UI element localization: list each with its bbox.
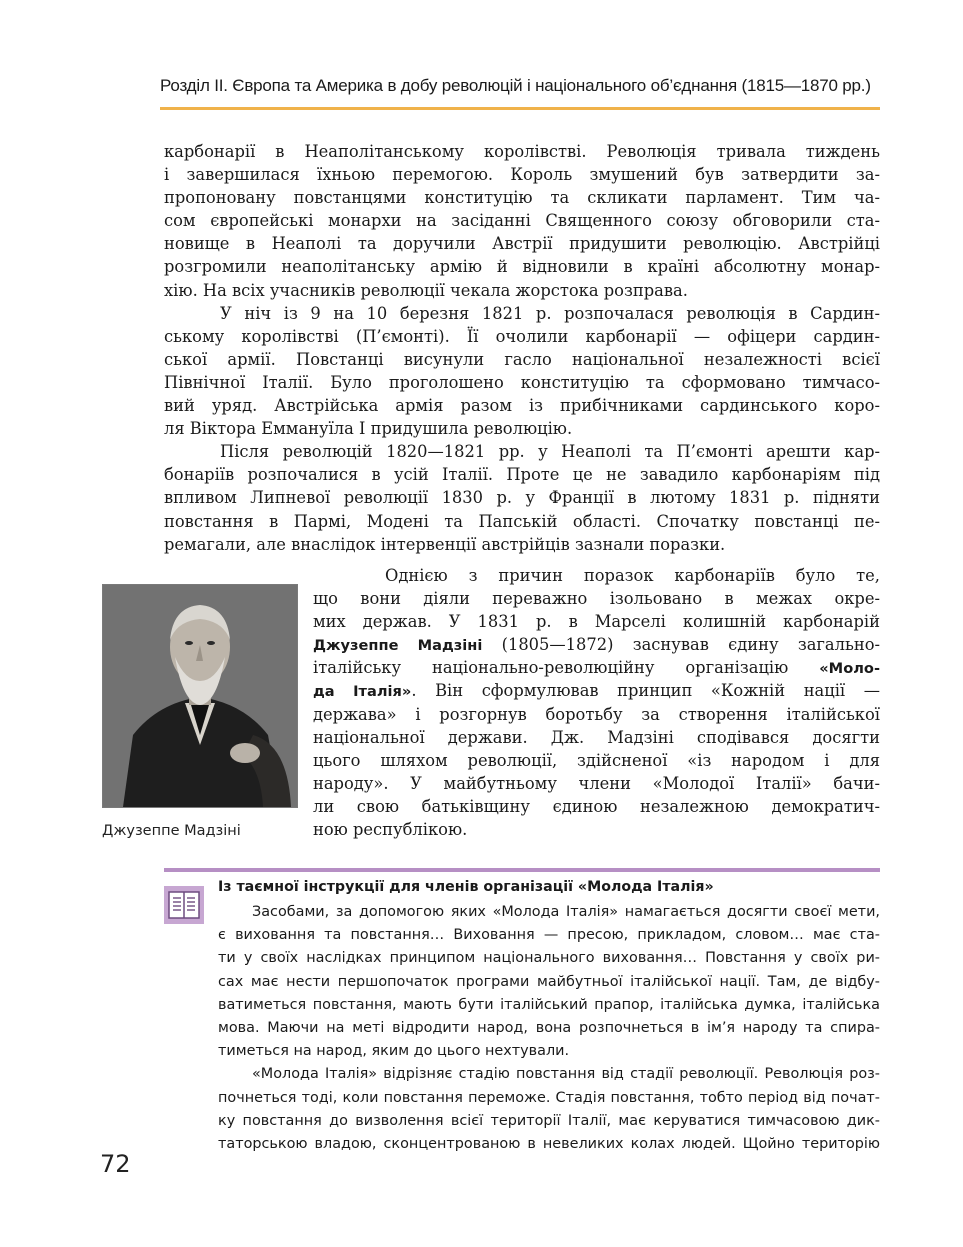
text-line [313,656,880,679]
right-column-text [313,564,880,841]
text-line: ремагали, але внаслідок інтервенції австрійців зазнали поразки. [164,534,726,554]
text-line: бонаріїв розпочалися в усій Італії. Проте це не завадило карбонаріям під [164,465,880,485]
text-span: італійську національно-революційну організацію [313,658,820,678]
text-line: Однією з причин поразок карбонаріїв було те, [385,566,880,585]
text-line: цього шляхом революції, здійсненої «із народом і для [313,750,880,770]
text-line: сах має нести першопочаток програми майбутньої італійської нації. Там, де відбу- [218,973,880,990]
text-line: Після революцій 1820—1821 рр. у Неаполі та П’ємонті арешти кар- [220,442,880,462]
text-line: національної держави. Дж. Мадзіні сподівався досягти [313,727,880,747]
text-line: є виховання та повстання… Виховання — пресою, прикладом, словом… має ста- [218,927,880,944]
text-line: ля Віктора Еммануїла І придушила революцію. [164,419,573,439]
text-line: пропоновану повстанцями конституцію та скликати парламент. Тим ча- [164,188,880,208]
text-line: вий уряд. Австрійська армія разом із прибічниками сардинського коро- [164,396,880,416]
text-line: ському королівстві (П’ємонті). Її очолили карбонарії — офіцери сардин- [164,326,880,346]
text-line: розгромили неаполітанську армію й відновили в країні абсолютну монар- [164,257,880,277]
text-line: Північної Італії. Було проголошено конституцію та сформовано тимчасо- [164,372,880,392]
page-number: 72 [100,1150,131,1178]
text-line: У ніч із 9 на 10 березня 1821 р. розпочалася революція в Сардин- [220,303,880,323]
text-line: що вони діяли переважно ізольовано в межах окре- [313,589,880,609]
running-head: Розділ ІІ. Європа та Америка в добу революцій і національного об’єднання (1815—1870 рр.) [160,76,871,95]
text-line: ною республікою. [313,820,468,840]
portrait-caption: Джузеппе Мадзіні [102,823,241,839]
text-line: мих держав. У 1831 р. в Марселі колишній карбонарій [313,612,880,632]
portrait-image [102,584,298,808]
text-line [313,679,880,702]
text-line: ської армії. Повстанці висунули гасло національної незалежності всієї [164,349,880,369]
text-line: новище в Неаполі та доручили Австрії придушити революцію. Австрійці [164,234,880,254]
open-book-icon [164,886,204,924]
text-line: впливом Липневої революції 1830 р. у Франції в лютому 1831 р. підняти [164,488,880,508]
text-line: тиметься на народ, яким до цього нехтували. [218,1043,570,1060]
text-line: ти у своїх наслідках принципом національного виховання… Повстання у своїх ри- [218,950,880,967]
text-span: (1805—1872) заснував єдину загально- [482,635,880,655]
organization-name: да Італія» [313,683,412,701]
source-divider [164,868,880,872]
text-line: сом європейські монархи на засіданні Священного союзу обговорили ста- [164,211,880,231]
text-line: народу». У майбутньому члени «Молодої Італії» бачи- [313,773,880,793]
text-line: ватиметься повстання, мають бути італійський прапор, італійська думка, італійська [218,996,880,1013]
text-line: Засобами, за допомогою яких «Молода Італія» намагається досягти своєї мети, [252,904,880,920]
main-text [164,140,880,556]
text-line: «Молода Італія» відрізняє стадію повстання від стадії революції. Революція роз- [252,1066,880,1083]
text-line: хію. На всіх учасників революції чекала жорстока розправа. [164,280,688,300]
text-line: ку повстання до визволення всієї території Італії, має керуватися тимчасовою дик- [218,1112,880,1129]
source-title: Із таємної інструкції для членів організації «Молода Італія» [218,879,714,895]
text-line: карбонарії в Неаполітанському королівстві. Революція тривала тиждень [164,142,880,161]
text-line: таторською владою, сконцентрованою в невеликих колах людей. Щойно територію [218,1135,880,1152]
organization-name: «Моло- [819,660,880,678]
text-line: і завершилася їхньою перемогою. Король змушений був затвердити за- [164,165,880,185]
source-body [218,901,880,1156]
text-line: почнеться тоді, коли повстання переможе. Стадія повстання, тобто період від почат- [218,1089,880,1106]
text-line: ли свою батьківщину єдиною незалежною демократич- [313,796,880,816]
text-line: держава» і розгорнув боротьбу за створення італійської [313,704,880,724]
text-line: мова. Маючи на меті відродити народ, вона розпочнеться в ім’я народу та спира- [218,1019,880,1036]
text-line [313,633,880,656]
person-name: Джузеппе Мадзіні [313,637,483,655]
text-line: повстання в Пармі, Модені та Папській області. Спочатку повстанці пе- [164,511,880,531]
header-rule [160,107,880,110]
text-span: . Він сформулював принцип «Кожній нації — [411,681,880,701]
